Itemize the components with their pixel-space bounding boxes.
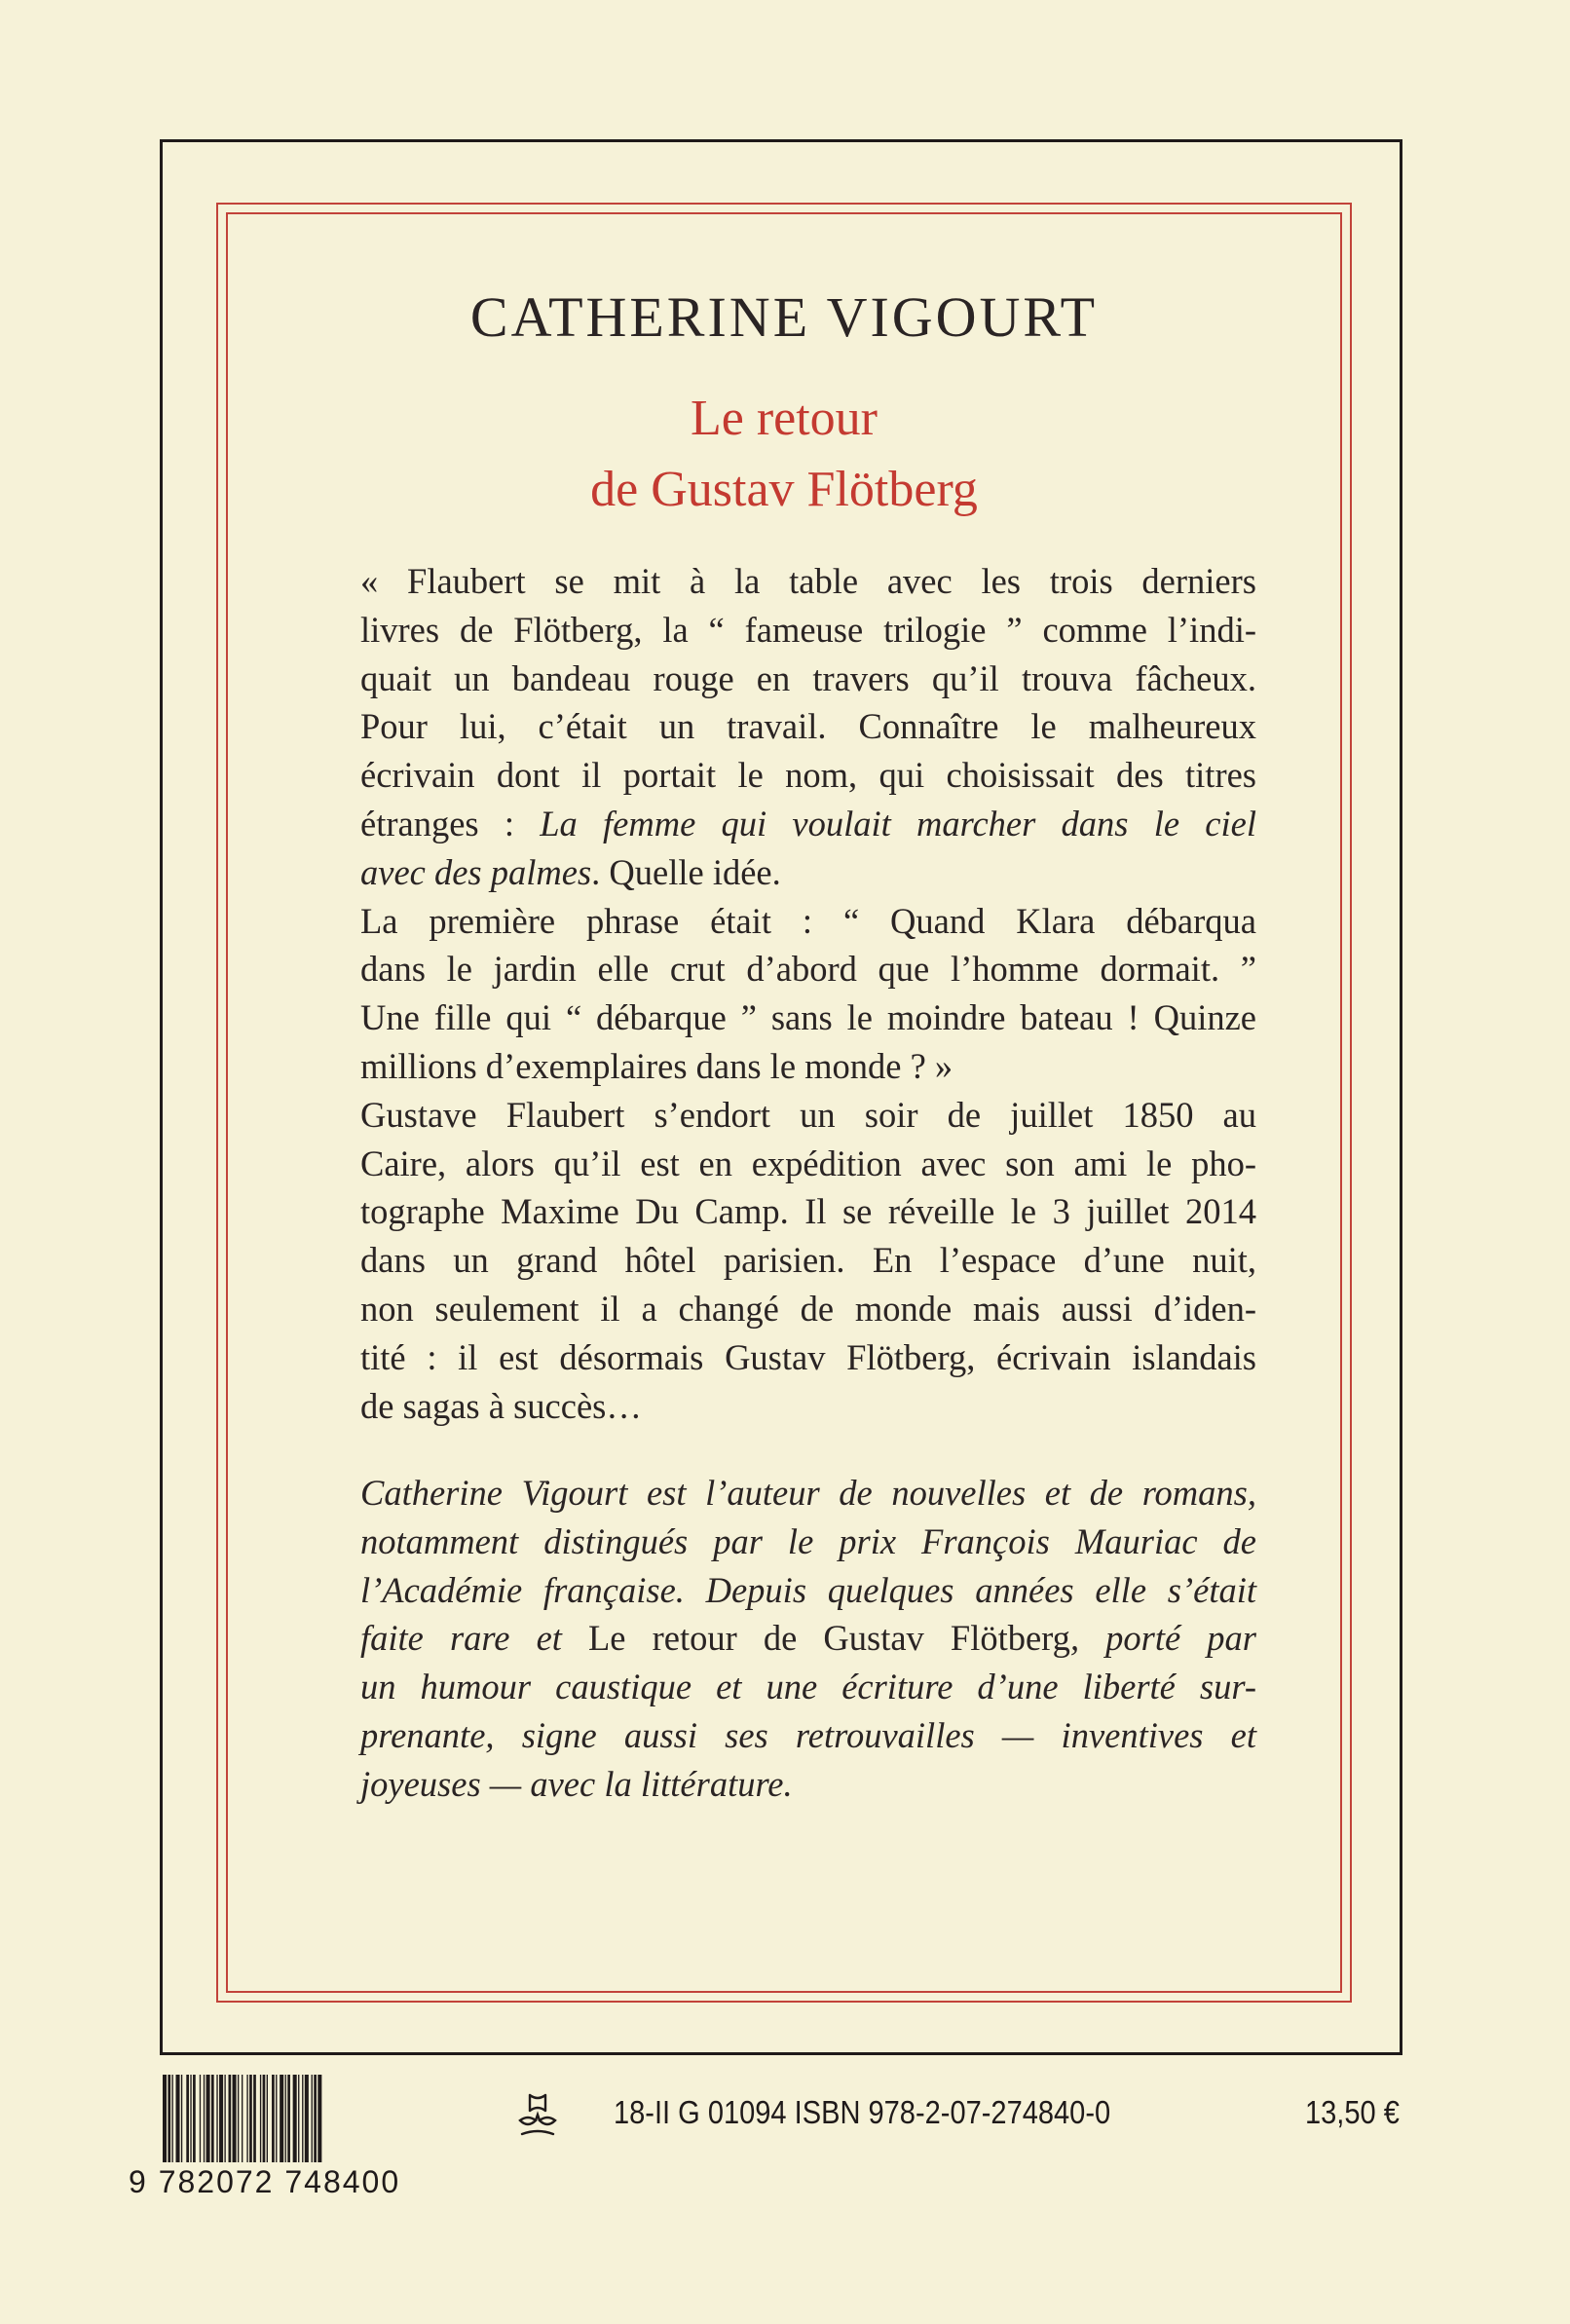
barcode-bar xyxy=(163,2075,167,2162)
blurb-line: dans le jardin elle crut d’abord que l’homme dormait. ” xyxy=(360,949,1256,990)
barcode-bar xyxy=(224,2075,225,2162)
barcode-bar xyxy=(204,2075,205,2162)
book-title-line-1: Le retour xyxy=(690,391,878,446)
barcode-bar xyxy=(280,2075,283,2162)
isbn-line: 18-II G 01094 ISBN 978-2-07-274840-0 xyxy=(614,2094,1111,2130)
barcode-bar xyxy=(287,2075,290,2162)
book-title-line-2: de Gustav Flötberg xyxy=(590,462,978,517)
bio-line: notamment distingués par le prix François Mauriac de xyxy=(360,1520,1256,1561)
novel-title-roman: Le retour de Gustav Flötberg xyxy=(588,1618,1070,1659)
blurb-line: tité : il est désormais Gustav Flötberg, écrivain islandais xyxy=(360,1336,1256,1377)
blurb-line: « Flaubert se mit à la table avec les trois derniers xyxy=(360,561,1256,601)
barcode-bar xyxy=(263,2075,266,2162)
barcode-bar xyxy=(216,2075,217,2162)
novel-title-italic: La femme qui voulait marcher dans le ciel xyxy=(540,803,1256,843)
blurb-line: tographe Maxime Du Camp. Il se réveille le 3 juillet 2014 xyxy=(360,1191,1256,1232)
bio-line: l’Académie française. Depuis quelques années elle s’était xyxy=(360,1569,1256,1610)
bio-line: un humour caustique et une écriture d’une liberté sur- xyxy=(360,1667,1256,1707)
barcode-bar xyxy=(253,2075,256,2162)
barcode-bar xyxy=(305,2075,309,2162)
novel-title-italic: avec des palmes xyxy=(360,851,592,892)
barcode-bar xyxy=(314,2075,317,2162)
barcode-digits: 9 782072 748400 xyxy=(129,2164,401,2199)
blurb-line: dans un grand hôtel parisien. En l’espace d’une nuit, xyxy=(360,1240,1256,1281)
barcode-bar xyxy=(312,2075,313,2162)
barcode-bar xyxy=(229,2075,232,2162)
blurb-line: de sagas à succès… xyxy=(360,1385,642,1426)
barcode-bar xyxy=(233,2075,237,2162)
barcode-bar xyxy=(285,2075,286,2162)
blurb-line: La première phrase était : “ Quand Klara débarqua xyxy=(360,900,1256,941)
barcode-bar xyxy=(267,2075,268,2162)
blurb-text: étranges : xyxy=(360,803,541,843)
gallimard-logo-icon xyxy=(516,2091,559,2138)
bio-line: Catherine Vigourt est l’auteur de nouvelles et de romans, xyxy=(360,1473,1256,1513)
barcode-bar xyxy=(272,2075,275,2162)
blurb-line: quait un bandeau rouge en travers qu’il trouva fâcheux. xyxy=(360,657,1256,698)
barcode-bar xyxy=(171,2075,172,2162)
bio-text: , porté par xyxy=(1069,1618,1257,1659)
bio-line xyxy=(360,1614,1256,1663)
barcode-bar xyxy=(242,2075,243,2162)
barcode-bar xyxy=(276,2075,277,2162)
barcode xyxy=(161,2075,453,2162)
barcode-bar xyxy=(238,2075,239,2162)
barcode-bar xyxy=(193,2075,196,2162)
barcode-bar xyxy=(181,2075,182,2162)
barcode-bar xyxy=(176,2075,180,2162)
barcode-bar xyxy=(206,2075,210,2162)
blurb-line xyxy=(360,848,1256,897)
blurb-line: non seulement il a changé de monde mais aussi d’iden- xyxy=(360,1288,1256,1329)
blurb xyxy=(360,557,1256,1430)
barcode-bar xyxy=(246,2075,247,2162)
barcode-bar xyxy=(190,2075,191,2162)
barcode-bar xyxy=(200,2075,201,2162)
barcode-bar xyxy=(298,2075,299,2162)
bio-text: faite rare et xyxy=(360,1618,589,1659)
blurb-text: . Quelle idée. xyxy=(591,851,781,892)
blurb-line: Caire, alors qu’il est en expédition avec son ami le pho- xyxy=(360,1143,1256,1183)
barcode-bar xyxy=(168,2075,170,2162)
blurb-line xyxy=(360,800,1256,848)
barcode-bar xyxy=(211,2075,214,2162)
blurb-line: Pour lui, c’était un travail. Connaître le malheureux xyxy=(360,706,1256,747)
barcode-bar xyxy=(318,2075,321,2162)
blurb-line: Gustave Flaubert s’endort un soir de juillet 1850 au xyxy=(360,1094,1256,1135)
blurb-line: millions d’exemplaires dans le monde ? » xyxy=(360,1045,953,1086)
barcode-bar xyxy=(219,2075,223,2162)
blurb-line: Une fille qui “ débarque ” sans le moindre bateau ! Quinze xyxy=(360,997,1256,1038)
price: 13,50 € xyxy=(1305,2094,1400,2130)
bio-line: joyeuses — avec la littérature. xyxy=(360,1763,793,1804)
author-bio xyxy=(360,1469,1256,1809)
barcode-bar xyxy=(186,2075,189,2162)
author-name: CATHERINE VIGOURT xyxy=(469,285,1099,349)
barcode-bar xyxy=(249,2075,252,2162)
barcode-bar xyxy=(302,2075,303,2162)
barcode-bar xyxy=(260,2075,261,2162)
blurb-line: écrivain dont il portait le nom, qui choisissait des titres xyxy=(360,755,1256,796)
blurb-line: livres de Flötberg, la “ fameuse trilogie ” comme l’indi- xyxy=(360,609,1256,650)
barcode-bar xyxy=(293,2075,297,2162)
bio-line: prenante, signe aussi ses retrouvailles — inventives et xyxy=(360,1714,1256,1755)
